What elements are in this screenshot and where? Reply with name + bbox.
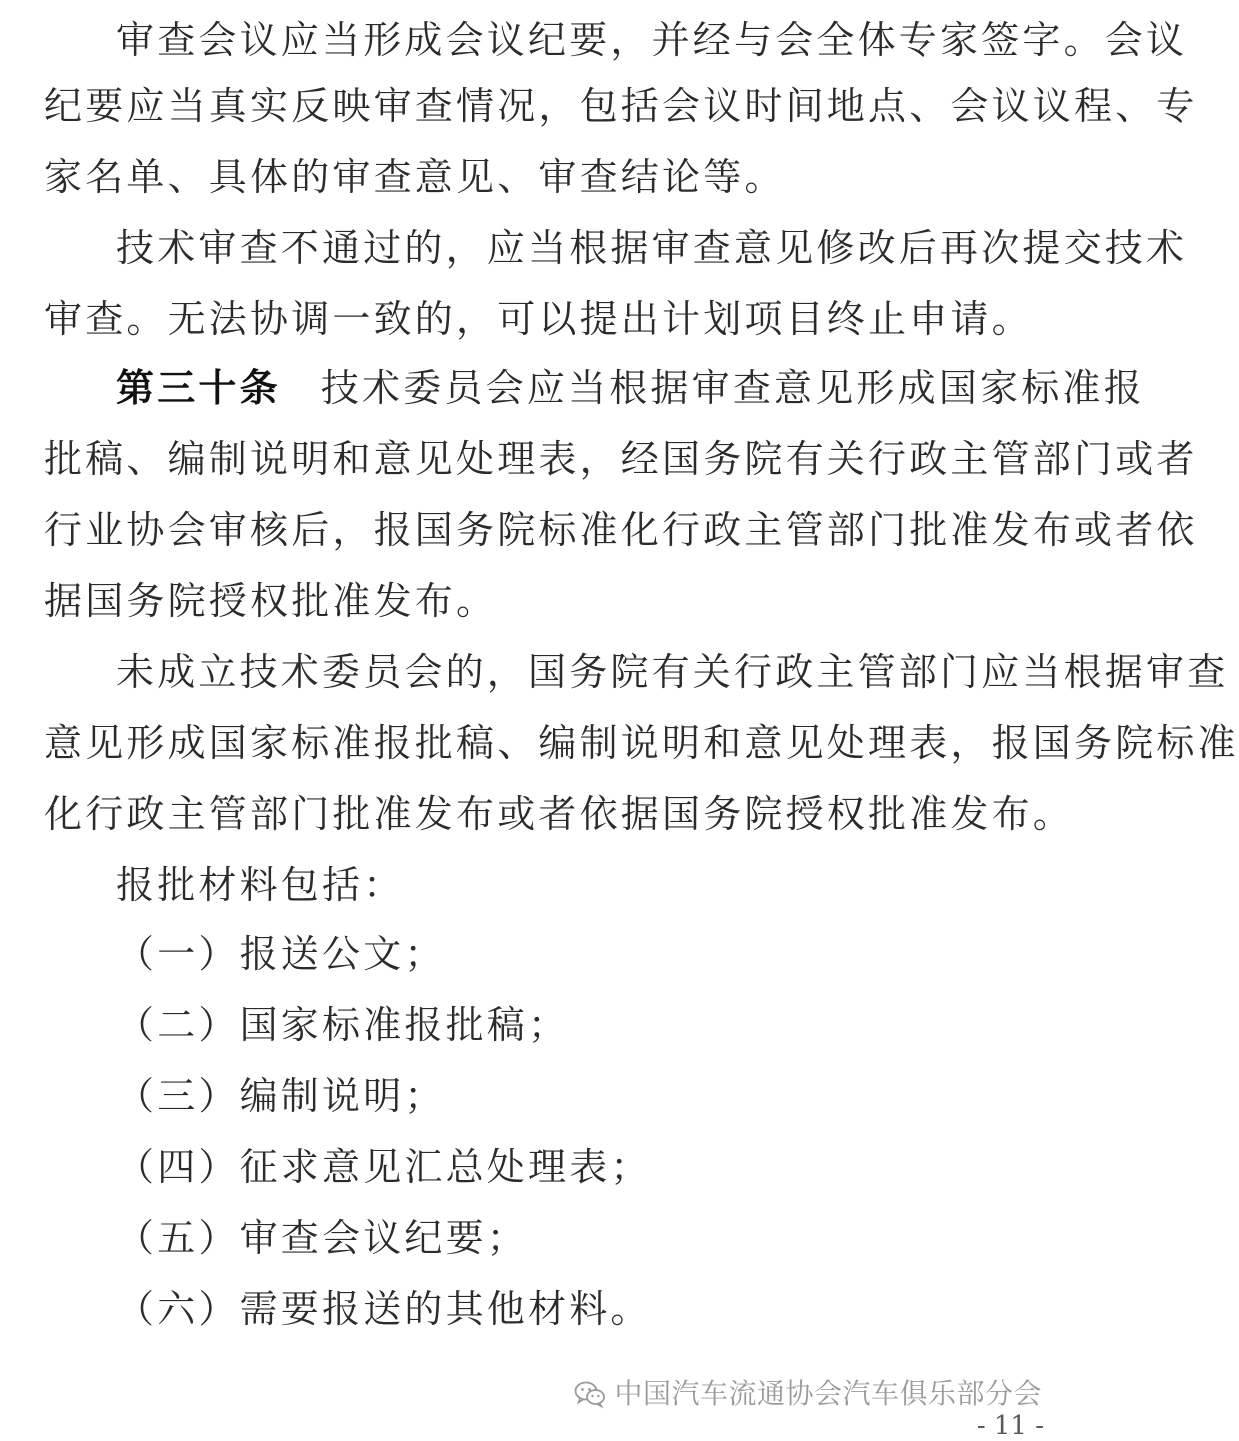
materials-item-3: （三）编制说明； [116,1074,446,1118]
materials-item-1: （一）报送公文； [116,932,446,976]
materials-item-2: （二）国家标准报批稿； [116,1003,570,1047]
paragraph-2-line-1: 技术审查不通过的，应当根据审查意见修改后再次提交技术 [116,226,1188,270]
article-30-line-4: 据国务院授权批准发布。 [44,579,498,623]
paragraph-1-line-1: 审查会议应当形成会议纪要，并经与会全体专家签字。会议 [116,18,1188,62]
wechat-icon [574,1380,606,1408]
article-30-line-1-text: 技术委员会应当根据审查意见形成国家标准报 [320,366,1145,410]
paragraph-4-line-3: 化行政主管部门批准发布或者依据国务院授权批准发布。 [44,792,1075,836]
materials-item-6: （六）需要报送的其他材料。 [116,1287,652,1331]
paragraph-1-line-3: 家名单、具体的审查意见、审查结论等。 [44,155,786,199]
paragraph-4-line-2: 意见形成国家标准报批稿、编制说明和意见处理表，报国务院标准 [44,721,1239,765]
watermark [574,1372,1042,1416]
materials-item-4: （四）征求意见汇总处理表； [116,1145,652,1189]
materials-item-5: （五）审查会议纪要； [116,1216,529,1260]
article-30-line-3: 行业协会审核后，报国务院标准化行政主管部门批准发布或者依 [44,508,1198,552]
paragraph-2-line-2: 审查。无法协调一致的，可以提出计划项目终止申请。 [44,297,1033,341]
paragraph-4-line-1: 未成立技术委员会的，国务院有关行政主管部门应当根据审查 [116,650,1229,694]
watermark-text: 中国汽车流通协会汽车俱乐部分会 [614,1377,1042,1410]
article-30-line-1 [116,352,1145,424]
paragraph-1-line-2: 纪要应当真实反映审查情况，包括会议时间地点、会议议程、专 [44,84,1198,128]
article-30-line-2: 批稿、编制说明和意见处理表，经国务院有关行政主管部门或者 [44,437,1198,481]
page-number: - 11 - [976,1411,1044,1441]
article-30-heading: 第三十条 [116,365,281,410]
materials-intro: 报批材料包括： [116,863,405,907]
